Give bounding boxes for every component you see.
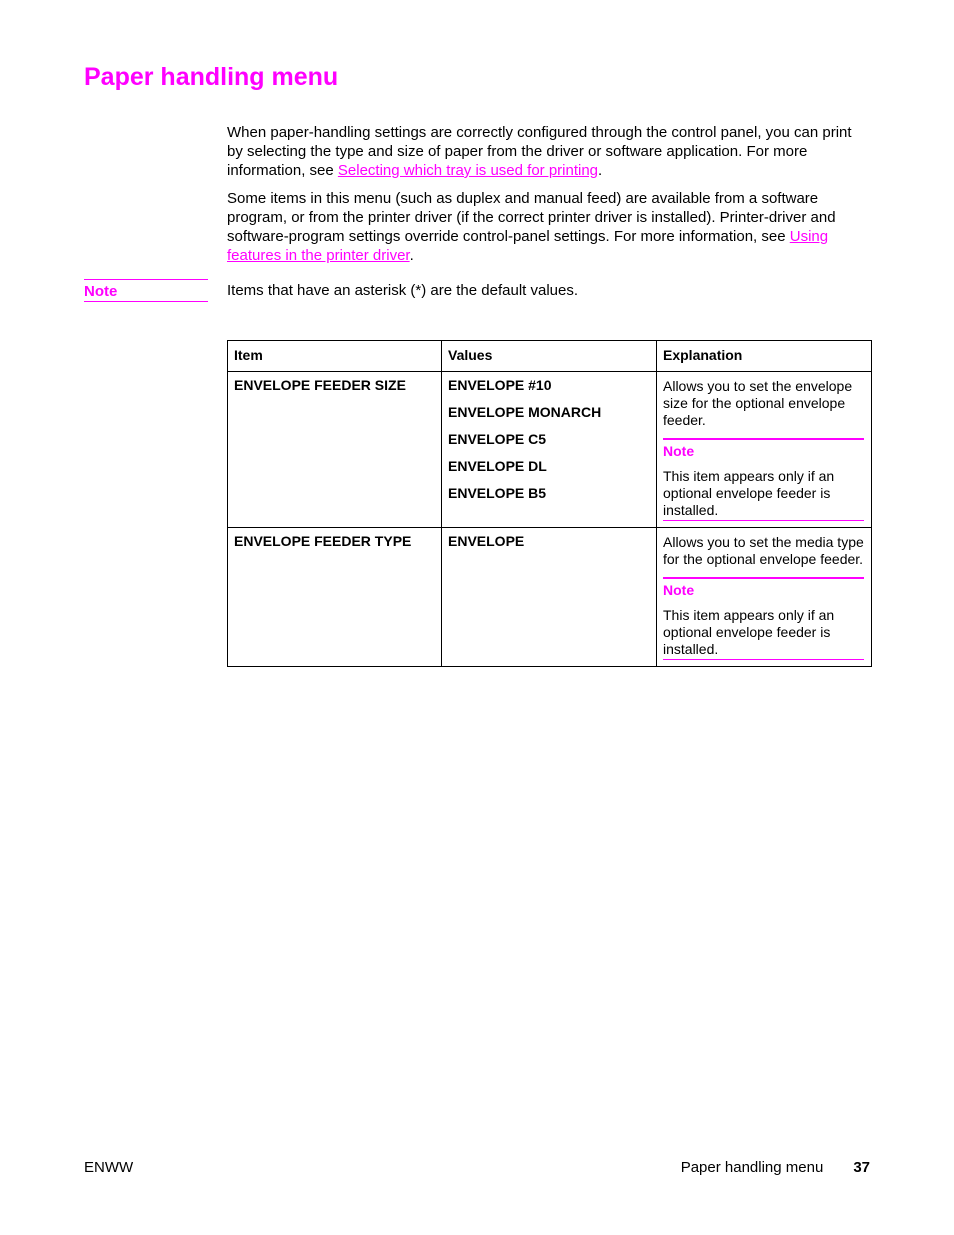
cell-note-label: Note	[663, 443, 695, 459]
footer-left: ENWW	[84, 1159, 134, 1176]
row-item: ENVELOPE FEEDER TYPE	[228, 528, 442, 667]
value-entry: ENVELOPE #10	[448, 377, 552, 393]
paper-handling-table	[227, 340, 872, 667]
table-row	[228, 372, 872, 528]
footer-section: Paper handling menu	[680, 1159, 824, 1176]
cell-note-label: Note	[663, 582, 695, 598]
row-explanation	[657, 528, 872, 667]
explanation-text: Allows you to set the envelope size for the optional envelope feeder.	[663, 378, 853, 428]
value-entry: ENVELOPE B5	[448, 485, 547, 501]
cell-note-text: This item appears only if an optional envelope feeder is installed.	[663, 468, 835, 518]
note-text: Items that have an asterisk (*) are the default values.	[227, 282, 579, 299]
link-selecting-tray[interactable]: Selecting which tray is used for printing	[337, 162, 599, 179]
intro-2-suffix: .	[409, 247, 414, 264]
row-values	[442, 528, 657, 667]
header-explanation: Explanation	[657, 341, 872, 372]
cell-note	[663, 577, 864, 660]
row-explanation	[657, 372, 872, 528]
cell-note-text: This item appears only if an optional envelope feeder is installed.	[663, 607, 835, 657]
row-item: ENVELOPE FEEDER SIZE	[228, 372, 442, 528]
value-entry: ENVELOPE	[448, 533, 525, 549]
intro-paragraph-1	[227, 123, 871, 180]
header-values: Values	[442, 341, 657, 372]
footer-right	[681, 1158, 870, 1177]
row-values	[442, 372, 657, 528]
intro-1-text: When paper-handling settings are correctly configured through the control panel, you can print by selecting the type and size of paper from the driver or software application. For more information, see	[227, 124, 852, 179]
cell-note	[663, 438, 864, 521]
intro-2-text: Some items in this menu (such as duplex and manual feed) are available from a software program, or from the printer driver (if the correct printer driver is installed). Printer-driver and software-program settings override control-panel settings. For more information, see	[227, 190, 836, 245]
page-title: Paper handling menu	[84, 63, 339, 91]
intro-1-suffix: .	[598, 162, 603, 179]
value-entry: ENVELOPE MONARCH	[448, 404, 602, 420]
page-number: 37	[853, 1159, 870, 1176]
note-label: Note	[84, 279, 208, 302]
table-header-row	[228, 341, 872, 372]
value-entry: ENVELOPE C5	[448, 431, 547, 447]
intro-paragraph-2	[227, 189, 871, 265]
value-entry: ENVELOPE DL	[448, 458, 547, 474]
explanation-text: Allows you to set the media type for the optional envelope feeder.	[663, 534, 864, 567]
table-row	[228, 528, 872, 667]
header-item: Item	[228, 341, 442, 372]
link-using-features[interactable]: Using features in the printer driver	[227, 228, 829, 264]
